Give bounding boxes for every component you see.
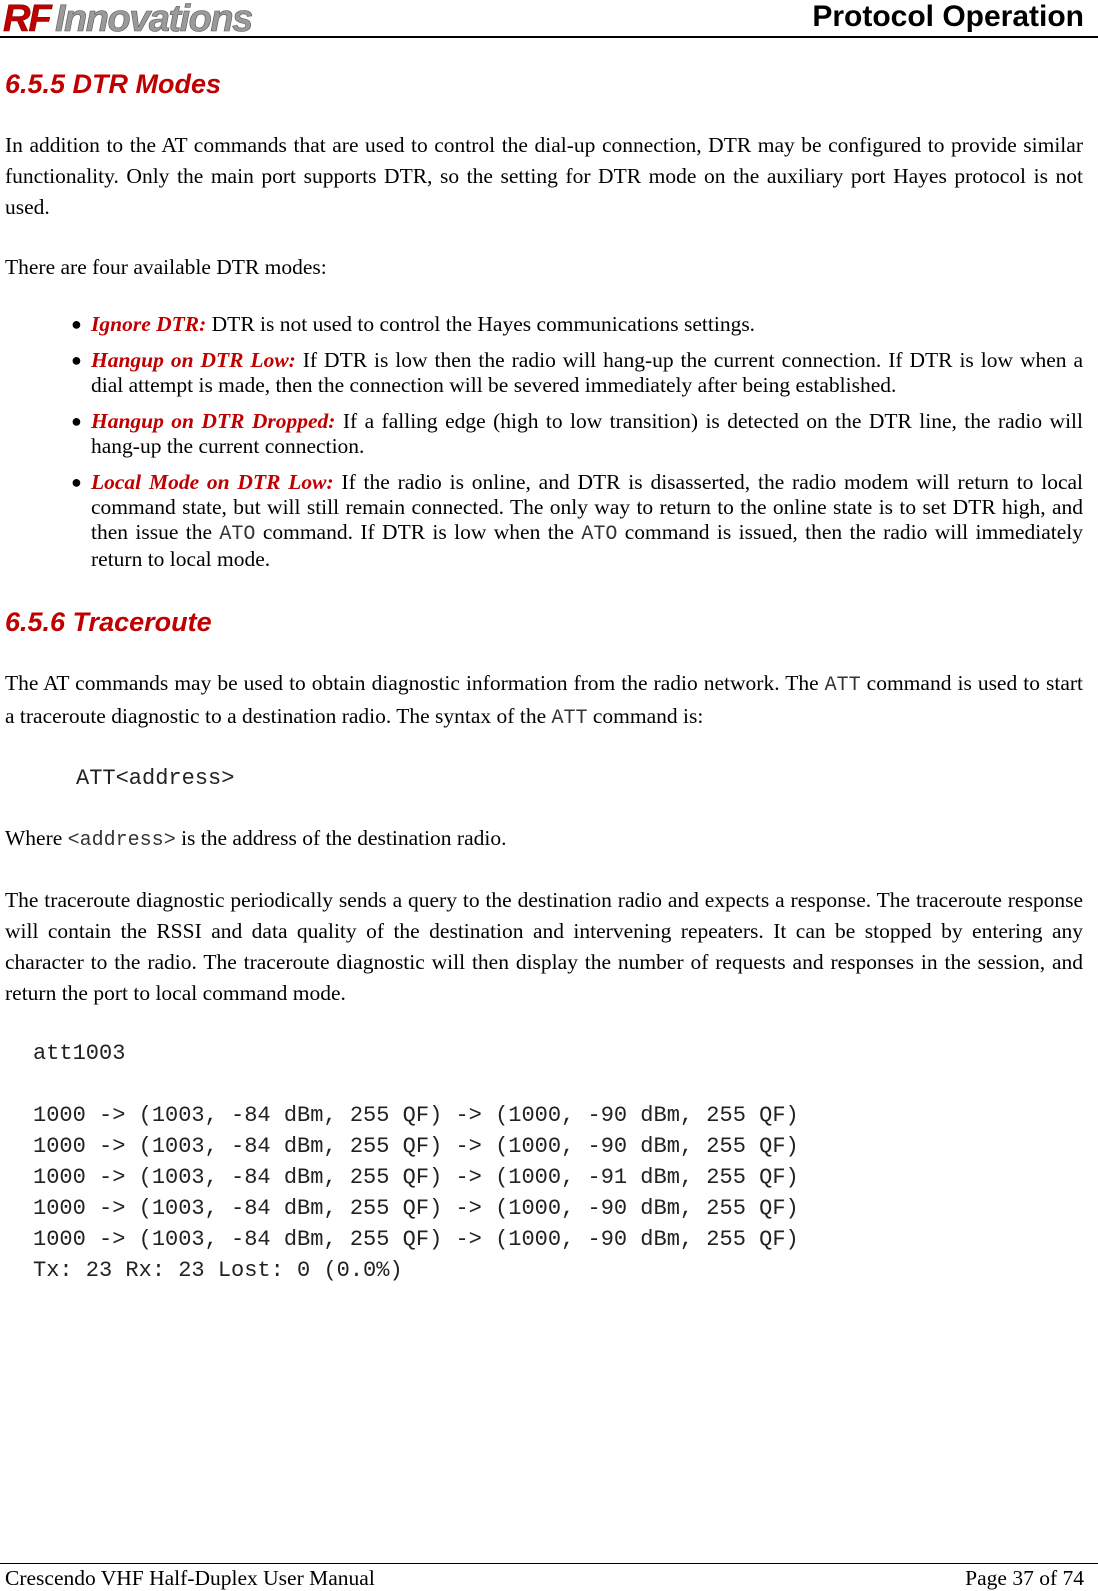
paragraph [5, 823, 1083, 856]
paragraph: There are four available DTR modes: [5, 255, 327, 279]
example-line: 1000 -> (1003, -84 dBm, 255 QF) -> (1000, -91 dBm, 255 QF) [33, 1165, 799, 1190]
page-content [5, 66, 1083, 1286]
inline-code: <address> [67, 829, 176, 852]
svg-text:Innovations: Innovations [55, 0, 252, 36]
inline-code: ATT [551, 707, 588, 730]
traceroute-example [5, 1038, 1083, 1286]
list-item-text: If DTR is low then the radio will hang-up the current connection. If DTR is low when a dial attempt is made, then the connection will be severed immediately after being established. [91, 348, 1083, 397]
section-heading-dtr-modes: 6.5.5 DTR Modes [5, 69, 222, 99]
text: Where [5, 826, 68, 850]
bullet-icon: ● [71, 350, 82, 370]
text: The AT commands may be used to obtain diagnostic information from the radio network. The [5, 671, 825, 695]
list-item-term: Hangup on DTR Dropped: [91, 409, 336, 433]
example-command: att1003 [33, 1041, 126, 1066]
list-item [5, 470, 1083, 572]
list-item-term: Local Mode on DTR Low: [91, 470, 334, 494]
page-header [0, 0, 1098, 38]
rfinnovations-logo [3, 0, 303, 36]
bullet-icon: ● [71, 411, 82, 431]
list-item-text: DTR is not used to control the Hayes communications settings. [206, 312, 756, 336]
example-line: 1000 -> (1003, -84 dBm, 255 QF) -> (1000, -90 dBm, 255 QF) [33, 1134, 799, 1159]
svg-text:RF: RF [3, 0, 50, 36]
example-summary: Tx: 23 Rx: 23 Lost: 0 (0.0%) [33, 1258, 403, 1283]
example-line: 1000 -> (1003, -84 dBm, 255 QF) -> (1000, -90 dBm, 255 QF) [33, 1227, 799, 1252]
syntax-code: ATT<address> [76, 766, 235, 791]
text: command is used to start a traceroute diagnostic to a destination radio. The syntax of the [5, 671, 1083, 728]
footer-manual-title: Crescendo VHF Half-Duplex User Manual [5, 1566, 375, 1590]
example-line: 1000 -> (1003, -84 dBm, 255 QF) -> (1000, -90 dBm, 255 QF) [33, 1196, 799, 1221]
paragraph: The traceroute diagnostic periodically sends a query to the destination radio and expects a response. The traceroute response will contain the RSSI and data quality of the destination and intervening repeaters. It can be stopped by entering any character to the radio. The traceroute diagnostic will then display the number of requests and responses in the session, and return the port to local command mode. [5, 888, 1083, 1005]
page-number: Page 37 of 74 [965, 1566, 1084, 1590]
list-item [5, 409, 1083, 459]
inline-code: ATT [824, 674, 861, 697]
inline-code: ATO [581, 523, 618, 546]
header-divider [0, 36, 1098, 38]
list-item-text: command is issued, then the radio will immediately return to local mode. [91, 520, 1084, 571]
list-item [5, 312, 1083, 337]
list-item-term: Ignore DTR: [91, 312, 207, 336]
list-item-text: If a falling edge (high to low transition) is detected on the DTR line, the radio will hang-up the current connection. [91, 409, 1083, 458]
bullet-icon: ● [71, 314, 82, 334]
list-item-text: command. If DTR is low when the [255, 520, 582, 544]
list-item-term: Hangup on DTR Low: [91, 348, 296, 372]
page-title: Protocol Operation [812, 0, 1084, 33]
paragraph [5, 668, 1083, 734]
dtr-mode-list [5, 312, 1083, 572]
list-item [5, 348, 1083, 398]
footer-divider [0, 1563, 1098, 1564]
paragraph: In addition to the AT commands that are used to control the dial-up connection, DTR may be configured to provide similar functionality. Only the main port supports DTR, so the setting for DTR mode on the auxiliary port Hayes protocol is not used. [5, 133, 1083, 219]
inline-code: ATO [219, 523, 256, 546]
bullet-icon: ● [71, 472, 82, 492]
list-item-text: If the radio is online, and DTR is disasserted, the radio modem will return to local command state, but will still remain connected. The only way to return to the online state is to set DTR high, and then issue the [91, 470, 1084, 544]
text: command is: [587, 704, 704, 728]
example-line: 1000 -> (1003, -84 dBm, 255 QF) -> (1000, -90 dBm, 255 QF) [33, 1103, 799, 1128]
section-heading-traceroute: 6.5.6 Traceroute [5, 607, 212, 637]
text: is the address of the destination radio. [175, 826, 507, 850]
